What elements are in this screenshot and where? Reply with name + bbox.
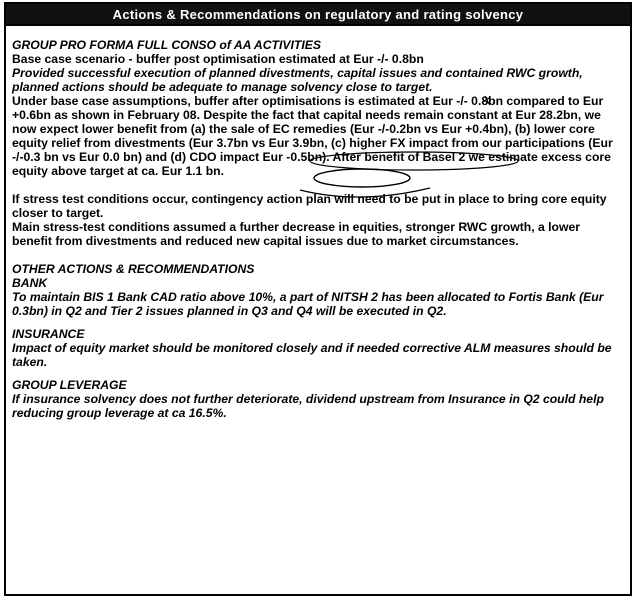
section-title: Actions & Recommendations on regulatory and rating solvency <box>112 6 524 22</box>
insurance-text: Impact of equity market should be monitored closely and if needed corrective ALM measures should be taken. <box>12 341 612 369</box>
group-leverage-text: If insurance solvency does not further deteriorate, dividend upstream from Insurance in Q2 could help reducing group leverage at ca 16.5%. <box>12 392 604 420</box>
under-base-case-paragraph: Under base case assumptions, buffer after optimisations is estimated at Eur -/- 0.8bn compared to Eur +0.6bn as shown in February 08. Despite the fact that capital needs remain constant at Eur 28.2bn, we now expect lower benefit from (a) the sale of EC remedies (Eur -/-0.2bn vs Eur +0.4bn), (b) lower core equity relief from divestments (Eur 3.7bn vs Eur 3.9bn, (c) higher FX impact from our participations (Eur -/-0.3 bn vs Eur 0.0 bn) and (d) CDO impact Eur -0.5bn). After benefit of Basel 2 we estimate excess core equity above target at ca. Eur 1.1 bn. <box>12 94 613 178</box>
group-leverage-heading: GROUP LEVERAGE <box>12 378 127 392</box>
bank-text: To maintain BIS 1 Bank CAD ratio above 10%, a part of NITSH 2 has been allocated to Fortis Bank (Eur 0.3bn) in Q2 and Tier 2 issues planned in Q3 and Q4 will be executed in Q2. <box>12 290 604 318</box>
bank-heading: BANK <box>12 276 48 290</box>
other-actions-heading: OTHER ACTIONS & RECOMMENDATIONS <box>12 262 255 276</box>
provided-paragraph: Provided successful execution of planned divestments, capital issues and contained RWC growth, planned actions should be adequate to manage solvency close to target. <box>12 66 583 94</box>
stress-paragraph-1: If stress test conditions occur, contingency action plan will need to be put in place to bring core equity closer to target. <box>12 192 607 220</box>
stress-paragraph-2: Main stress-test conditions assumed a further decrease in equities, stronger RWC growth, a lower benefit from divestments and reduced new capital issues due to market circumstances. <box>12 220 580 248</box>
group-pro-forma-heading: GROUP PRO FORMA FULL CONSO of AA ACTIVITIES <box>12 38 321 52</box>
insurance-heading: INSURANCE <box>12 327 85 341</box>
base-case-line: Base case scenario - buffer post optimisation estimated at Eur -/- 0.8bn <box>12 52 424 66</box>
section-title-bar <box>6 4 630 26</box>
document-body <box>6 26 630 420</box>
document-frame <box>4 2 632 596</box>
